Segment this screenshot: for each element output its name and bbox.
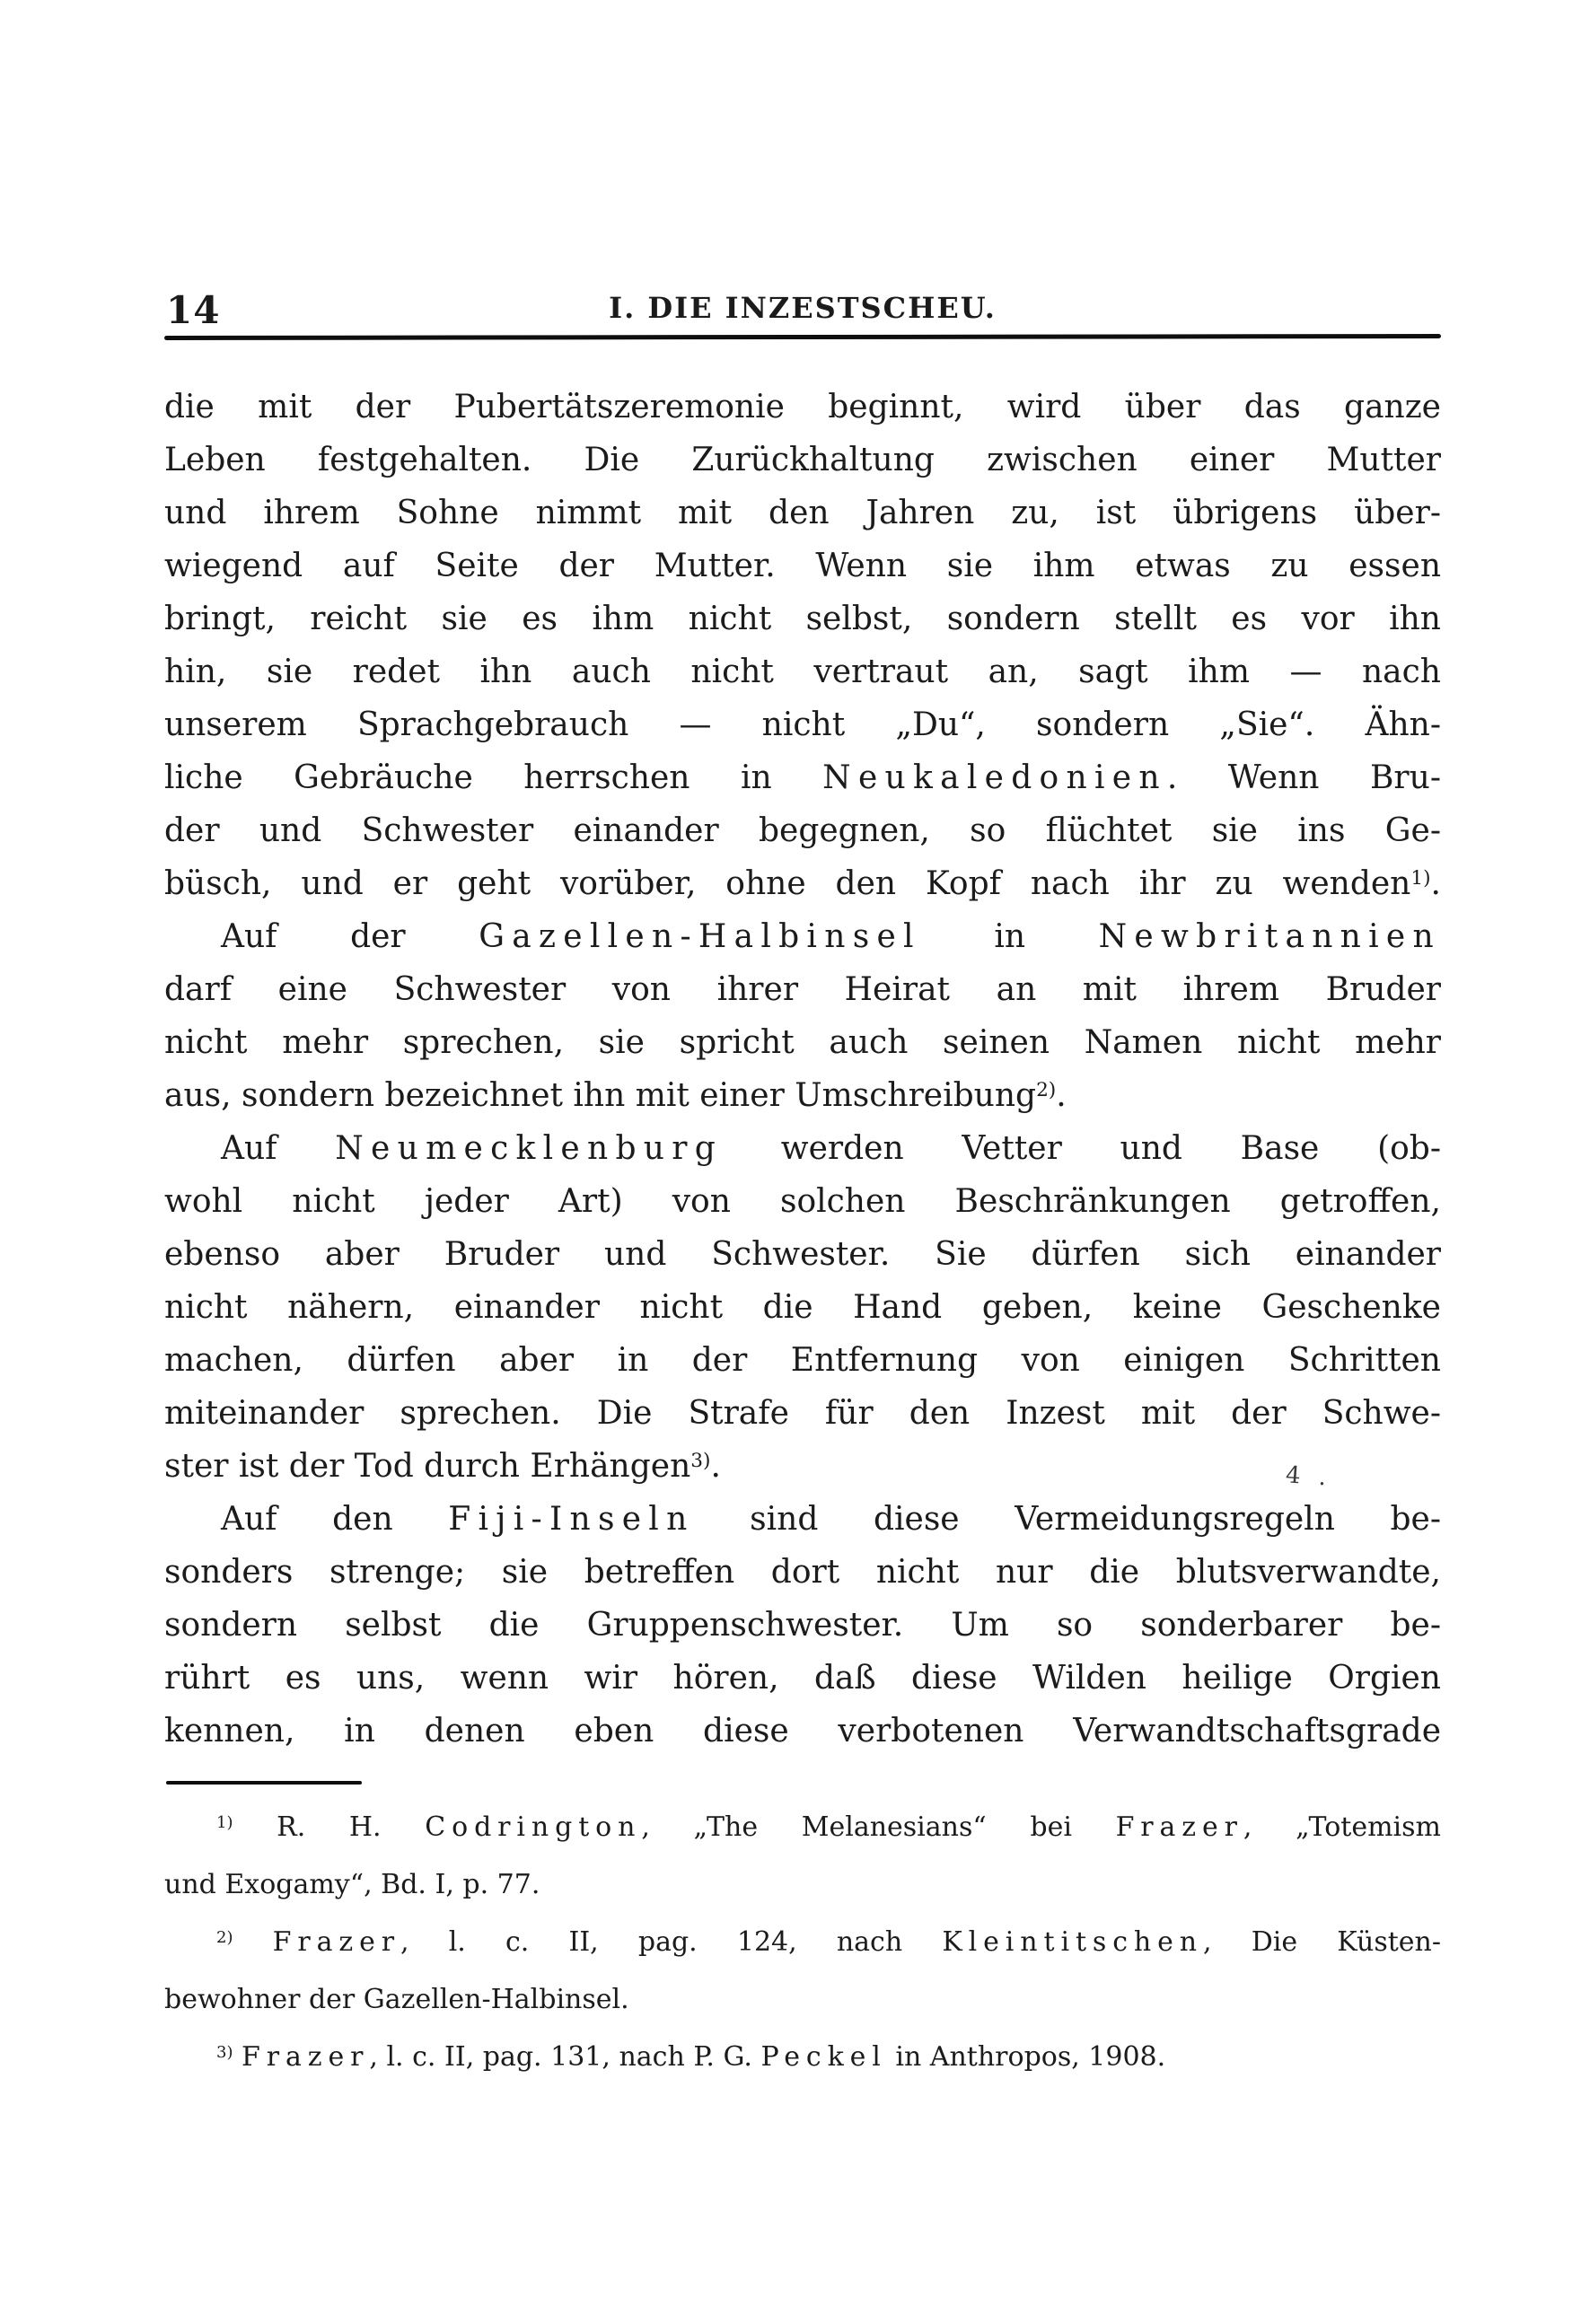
text-line — [164, 539, 1441, 592]
footnote-ref: 1) — [1410, 867, 1431, 890]
page-header — [164, 269, 1441, 332]
footnote-separator — [166, 1781, 362, 1785]
text-segment: Auf der — [221, 918, 479, 955]
text-segment: sind diese Vermeidungsregeln be- — [694, 1501, 1441, 1538]
text-segment: die mit der Pubertätszeremonie beginnt, wird über das ganze — [164, 389, 1441, 425]
text-segment: nicht nähern, einander nicht die Hand geben, keine Geschenke — [164, 1289, 1441, 1326]
text-line — [164, 434, 1441, 487]
text-segment: büsch, und er geht vorüber, ohne den Kopf nach ihr zu wenden — [164, 865, 1411, 902]
text-line — [164, 1493, 1441, 1546]
text-line — [164, 1599, 1441, 1652]
text-segment: darf eine Schwester von ihrer Heirat an mit ihrem Bruder — [164, 971, 1441, 1008]
scan-artifact: 4 . — [1285, 1461, 1333, 1492]
letterspaced-word: Neumecklenburg — [335, 1130, 724, 1167]
text-line — [164, 645, 1441, 698]
text-segment: R. H. — [233, 1811, 426, 1843]
text-line — [164, 1705, 1441, 1758]
letterspaced-word: Peckel — [760, 2041, 887, 2073]
text-segment: Auf — [221, 1130, 336, 1167]
text-segment: rührt es uns, wenn wir hören, daß diese Wilden heilige Orgien — [164, 1660, 1441, 1697]
letterspaced-word: Newbritannien — [1098, 918, 1441, 955]
text-segment: . — [1056, 1077, 1067, 1114]
paragraph — [164, 1122, 1441, 1493]
footnote-line — [164, 2029, 1441, 2086]
footnote-line — [164, 1971, 1441, 2029]
text-segment — [233, 1926, 272, 1958]
footnote-ref: 2) — [1036, 1079, 1057, 1102]
text-segment: liche Gebräuche herrschen in — [164, 759, 823, 796]
text-line — [164, 804, 1441, 857]
text-segment: . — [1430, 865, 1441, 902]
footnote-line — [164, 1914, 1441, 1971]
text-segment: machen, dürfen aber in der Entfernung von einigen Schritten — [164, 1342, 1441, 1379]
text-segment: wiegend auf Seite der Mutter. Wenn sie ihm etwas zu essen — [164, 548, 1441, 584]
text-line — [164, 910, 1441, 963]
text-segment: miteinander sprechen. Die Strafe für den Inzest mit der Schwe- — [164, 1395, 1441, 1432]
text-segment: sonders strenge; sie betreffen dort nicht nur die blutsverwandte, — [164, 1554, 1441, 1591]
text-line — [164, 1016, 1441, 1069]
text-segment: bewohner der Gazellen-Halbinsel. — [164, 1984, 629, 2015]
letterspaced-word: Fiji-Inseln — [448, 1501, 695, 1538]
text-segment: ster ist der Tod durch Erhängen — [164, 1448, 691, 1485]
text-segment: , l. c. II, pag. 124, nach — [400, 1926, 943, 1958]
header-rule — [164, 334, 1441, 340]
page-number: 14 — [166, 288, 221, 332]
text-line — [164, 592, 1441, 645]
text-segment: und ihrem Sohne nimmt mit den Jahren zu, ist übrigens über- — [164, 495, 1441, 531]
text-segment: . — [710, 1448, 721, 1485]
text-block — [164, 269, 1441, 2086]
text-line — [164, 1546, 1441, 1599]
text-line — [164, 1122, 1441, 1175]
paragraph — [164, 381, 1441, 910]
text-line — [164, 1228, 1441, 1281]
text-segment: , „The Melanesians“ bei — [641, 1811, 1116, 1843]
text-segment: aus, sondern bezeichnet ihn mit einer Umschreibung — [164, 1077, 1037, 1114]
text-line — [164, 487, 1441, 539]
text-segment: wohl nicht jeder Art) von solchen Beschränkungen getroffen, — [164, 1183, 1441, 1220]
letterspaced-word: Neukaledonien — [822, 759, 1167, 796]
text-line — [164, 1281, 1441, 1334]
text-segment: werden Vetter und Base (ob- — [723, 1130, 1441, 1167]
text-segment: , „Totemism — [1243, 1811, 1441, 1843]
footnotes — [164, 1799, 1441, 2086]
paragraph — [164, 910, 1441, 1122]
letterspaced-word: Kleintitschen — [942, 1926, 1204, 1958]
text-line — [164, 963, 1441, 1016]
text-segment: in Anthropos, 1908. — [886, 2041, 1166, 2073]
text-segment: Auf den — [221, 1501, 449, 1538]
text-segment: sondern selbst die Gruppenschwester. Um so sonderbarer be- — [164, 1607, 1441, 1644]
text-segment: in — [920, 918, 1099, 955]
text-segment: der und Schwester einander begegnen, so flüchtet sie ins Ge- — [164, 812, 1441, 849]
text-segment: kennen, in denen eben diese verbotenen Verwandtschaftsgrade — [164, 1713, 1441, 1750]
text-line — [164, 1175, 1441, 1228]
text-segment — [233, 2041, 242, 2073]
text-line — [164, 1334, 1441, 1387]
text-line — [164, 751, 1441, 804]
text-segment: . Wenn Bru- — [1166, 759, 1441, 796]
footnote-line — [164, 1799, 1441, 1856]
letterspaced-word: Gazellen-Halbinsel — [479, 918, 921, 955]
text-segment: Leben festgehalten. Die Zurückhaltung zwischen einer Mutter — [164, 442, 1441, 478]
letterspaced-word: Frazer — [242, 2041, 370, 2073]
text-line — [164, 1440, 1441, 1493]
text-segment: hin, sie redet ihn auch nicht vertraut an, sagt ihm — nach — [164, 653, 1441, 690]
text-line — [164, 381, 1441, 434]
footnote-ref: 3) — [690, 1450, 711, 1473]
text-segment: nicht mehr sprechen, sie spricht auch seinen Namen nicht mehr — [164, 1024, 1441, 1061]
text-line — [164, 1652, 1441, 1705]
text-line — [164, 1387, 1441, 1440]
text-line — [164, 698, 1441, 751]
footnote-ref: 1) — [216, 1813, 233, 1832]
text-segment: ebenso aber Bruder und Schwester. Sie dürfen sich einander — [164, 1236, 1441, 1273]
letterspaced-word: Codrington — [425, 1811, 642, 1843]
text-line — [164, 1069, 1441, 1122]
letterspaced-word: Frazer — [1115, 1811, 1243, 1843]
running-title: I. DIE INZESTSCHEU. — [609, 291, 997, 325]
paragraph — [164, 1493, 1441, 1758]
letterspaced-word: Frazer — [272, 1926, 400, 1958]
text-line — [164, 857, 1441, 910]
text-segment: , Die Küsten- — [1203, 1926, 1442, 1958]
text-segment: bringt, reicht sie es ihm nicht selbst, sondern stellt es vor ihn — [164, 601, 1441, 637]
text-segment: , l. c. II, pag. 131, nach P. G. — [369, 2041, 761, 2073]
footnote-line — [164, 1856, 1441, 1914]
text-segment: und Exogamy“, Bd. I, p. 77. — [164, 1869, 540, 1900]
text-segment: unserem Sprachgebrauch — nicht „Du“, sondern „Sie“. Ähn- — [164, 706, 1441, 743]
body-text — [164, 381, 1441, 1758]
footnote-ref: 3) — [216, 2043, 233, 2062]
footnote-ref: 2) — [216, 1928, 233, 1947]
